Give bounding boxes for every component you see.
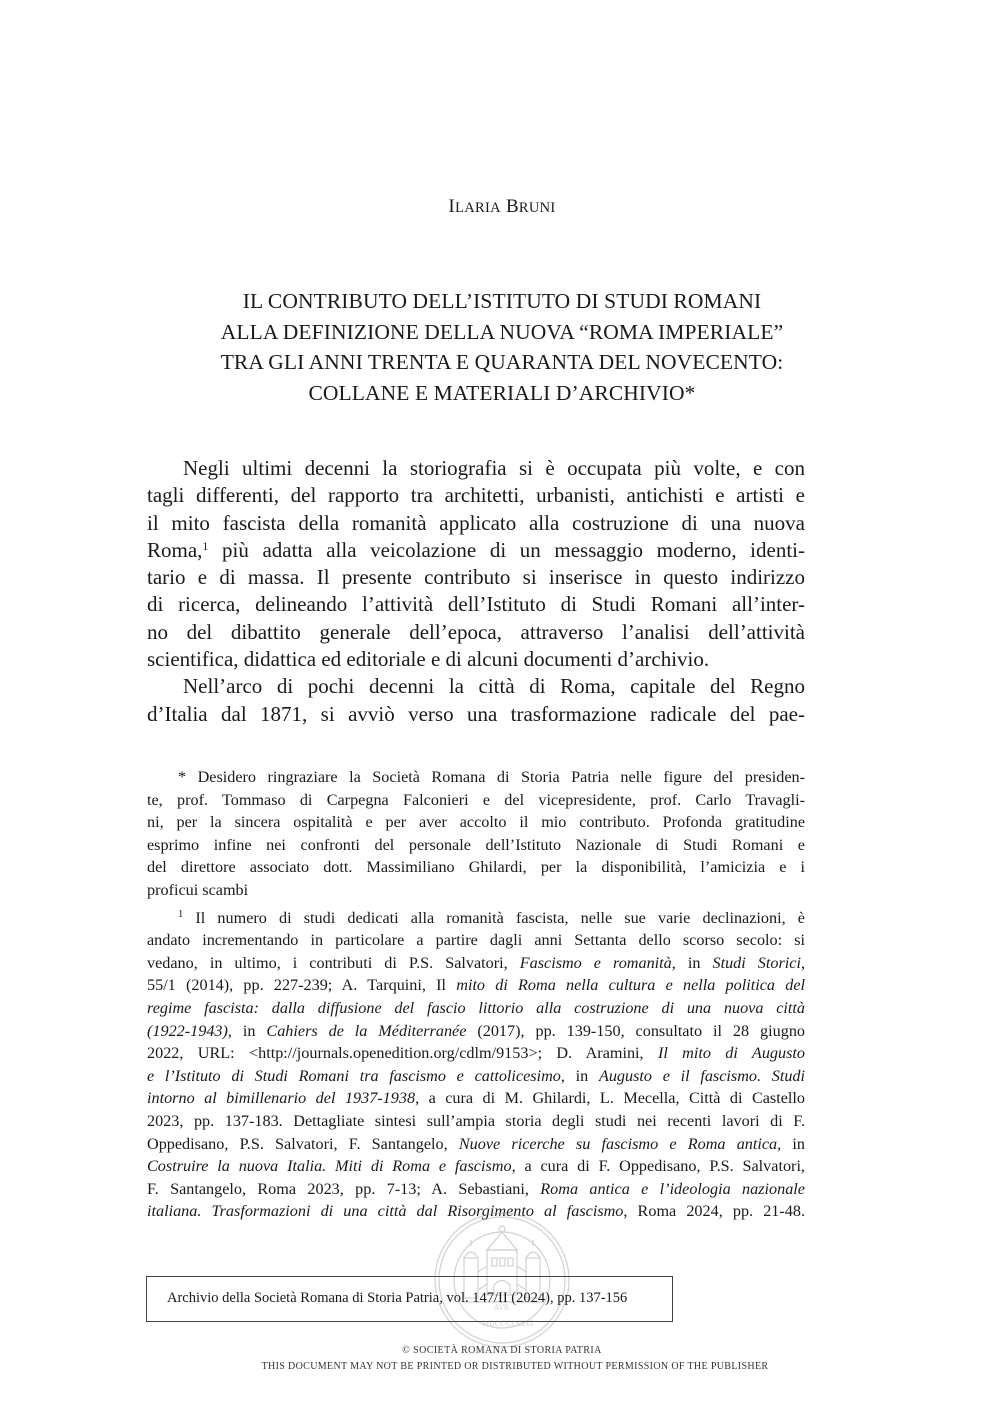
title-line: TRA GLI ANNI TRENTA E QUARANTA DEL NOVECENTO: bbox=[220, 350, 784, 374]
author-name: ILARIA BRUNI bbox=[448, 196, 556, 217]
body-text bbox=[147, 455, 805, 728]
text-line: il mito fascista della romanità applicato alla costruzione di una nuova bbox=[147, 510, 805, 535]
title-line: ALLA DEFINIZIONE DELLA NUOVA “ROMA IMPERIALE” bbox=[220, 319, 784, 344]
footnote-line: 55/1 (2014), pp. 227-239; A. Tarquini, Il mito di Roma nella cultura e nella politica del bbox=[147, 976, 805, 995]
paragraph-1 bbox=[147, 455, 805, 673]
footnote-line: 2022, URL: <http://journals.openedition.org/cdlm/9153>; D. Aramini, Il mito di Augusto bbox=[147, 1044, 805, 1063]
footnote-line: italiana. Trasformazioni di una città dal Risorgimento al fascismo, Roma 2024, pp. 21-48. bbox=[147, 1202, 805, 1221]
title-line: IL CONTRIBUTO DELL’ISTITUTO DI STUDI ROMANI bbox=[242, 289, 762, 313]
footnote-reference-1[interactable]: 1 bbox=[202, 538, 209, 553]
footnote-line: ni, per la sincera ospitalità e per aver accolto il mio contributo. Profonda gratitudine bbox=[147, 813, 805, 832]
footnote-line: $^1$ Il numero di studi dedicati alla romanità fascista, nelle sue varie declinazioni, è bbox=[178, 908, 805, 927]
footnote-line: te, prof. Tommaso di Carpegna Falconieri e del vicepresidente, prof. Carlo Travagli- bbox=[147, 790, 805, 809]
paragraph-2 bbox=[147, 673, 805, 728]
footnote-line: 2023, pp. 137-183. Dettagliate sintesi sull’ampia storia degli studi nei recenti lavori di F. bbox=[147, 1111, 805, 1130]
text-line: tario e di massa. Il presente contributo si inserisce in questo indirizzo bbox=[147, 565, 805, 590]
footnote-line: andato incrementando in particolare a partire dagli anni Settanta dello scorso secolo: si bbox=[147, 931, 805, 950]
text-line: d’Italia dal 1871, si avviò verso una trasformazione radicale del pae- bbox=[147, 701, 805, 726]
footnote-line: (1922-1943), in Cahiers de la Méditerranée (2017), pp. 139-150, consultato il 28 giugno bbox=[147, 1021, 806, 1040]
footnote-line: del direttore associato dott. Massimiliano Ghilardi, per la disponibilità, l’amicizia e i bbox=[147, 858, 805, 877]
title-line: COLLANE E MATERIALI D’ARCHIVIO* bbox=[308, 380, 696, 405]
text-line: Roma,$^1$ più adatta alla veicolazione di un messaggio moderno, identi- bbox=[147, 537, 805, 562]
footnote-line: vedano, in ultimo, i contributi di P.S. Salvatori, Fascismo e romanità, in Studi Storici, bbox=[147, 953, 805, 972]
svg-text:MDCCCLXXVI: MDCCCLXXVI bbox=[482, 1320, 534, 1328]
text-line: Nell’arco di pochi decenni la città di Roma, capitale del Regno bbox=[183, 674, 805, 699]
footnote-line: F. Santangelo, Roma 2023, pp. 7-13; A. Sebastiani, Roma antica e l’ideologia nazionale bbox=[147, 1179, 805, 1198]
copyright-notice: © SOCIETÀ ROMANA DI STORIA PATRIA bbox=[402, 1345, 602, 1356]
url-link: 2022, URL: <http://journals.openedition.org/cdlm/9153>; D. Aramini, bbox=[147, 1044, 658, 1063]
footnote-line: * Desidero ringraziare la Società Romana di Storia Patria nelle figure del presiden- bbox=[178, 768, 805, 786]
footnote-marker: 1 bbox=[178, 908, 184, 920]
text-line: no del dibattito generale dell’epoca, attraverso l’analisi dell’attività bbox=[147, 619, 805, 644]
footnote-1 bbox=[147, 907, 805, 1223]
article-title bbox=[150, 286, 854, 408]
text-line: Negli ultimi decenni la storiografia si è occupata più volte, e con bbox=[183, 456, 805, 480]
footnote-line: intorno al bimillenario del 1937-1938, a cura di M. Ghilardi, L. Mecella, Città di Castello bbox=[147, 1089, 805, 1108]
journal-citation: Archivio della Società Romana di Storia Patria, vol. 147/II (2024), pp. 137-156 bbox=[167, 1290, 628, 1306]
footnotes bbox=[147, 766, 805, 1223]
footnote-star bbox=[147, 766, 805, 902]
text-line: scientifica, didattica ed editoriale e di alcuni documenti d’archivio. bbox=[147, 647, 710, 672]
footnote-line: esprimo infine nei confronti del personale dell’Istituto Nazionale di Studi Romani e bbox=[147, 835, 805, 854]
citation-box bbox=[146, 1276, 673, 1322]
text-line: tagli differenti, del rapporto tra architetti, urbanisti, antichisti e artisti e bbox=[147, 483, 805, 508]
footnote-line: e l’Istituto di Studi Romani tra fascismo e cattolicesimo, in Augusto e il fascismo. Studi bbox=[147, 1066, 806, 1085]
footnote-line: Oppedisano, P.S. Salvatori, F. Santangelo, Nuove ricerche su fascismo e Roma antica, in bbox=[147, 1134, 805, 1153]
footnote-line: regime fascista: dalla diffusione del fascio littorio alla costruzione di una nuova città bbox=[147, 998, 805, 1017]
footnote-line: Costruire la nuova Italia. Miti di Roma e fascismo, a cura di F. Oppedisano, P.S. Salvatori, bbox=[147, 1157, 805, 1176]
footnote-line: proficui scambi bbox=[147, 880, 249, 899]
distribution-notice: THIS DOCUMENT MAY NOT BE PRINTED OR DISTRIBUTED WITHOUT PERMISSION OF THE PUBLISHER bbox=[261, 1361, 769, 1372]
svg-text:AVR: AVR bbox=[494, 1304, 510, 1312]
text-line: di ricerca, delineando l’attività dell’Istituto di Studi Romani all’inter- bbox=[147, 592, 805, 617]
